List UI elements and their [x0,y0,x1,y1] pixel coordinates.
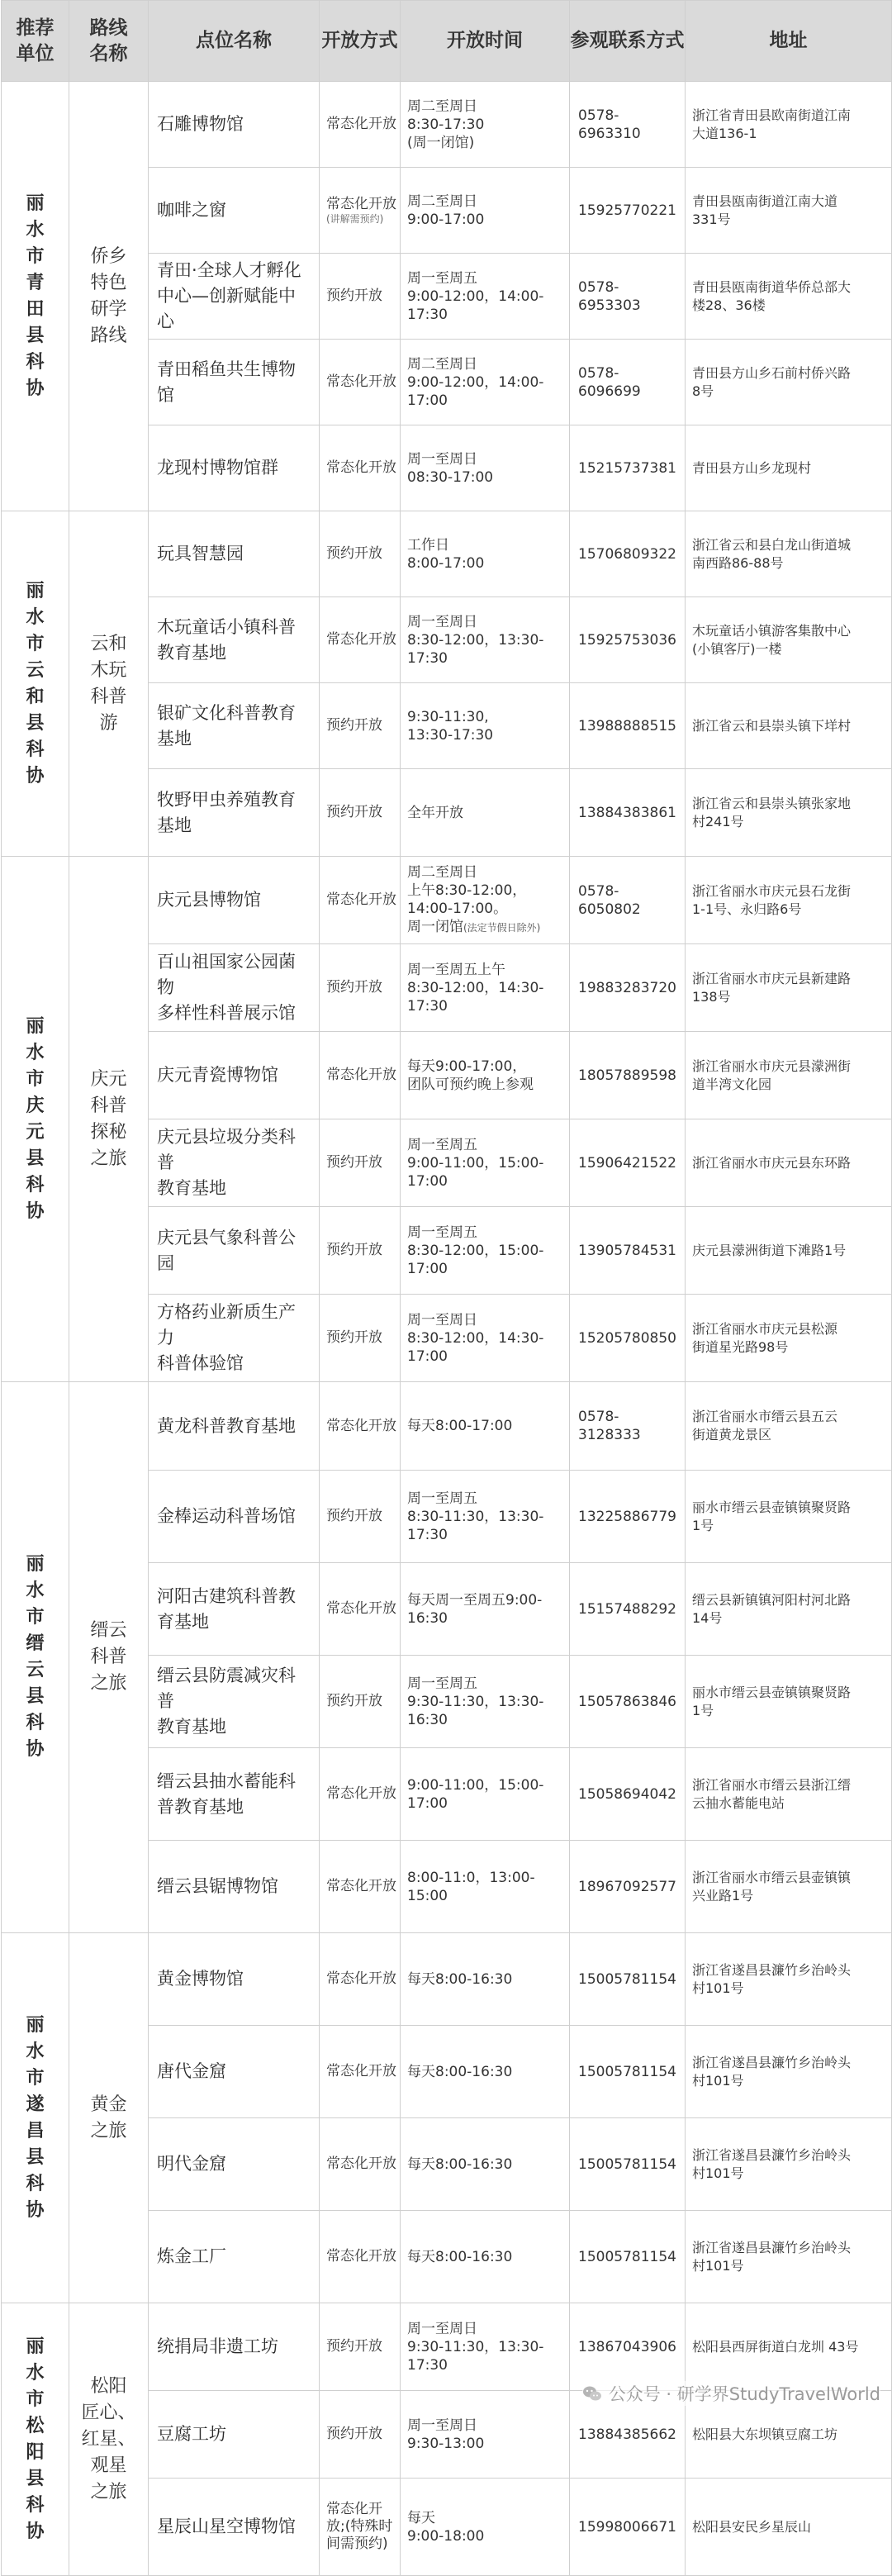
open-mode: 常态化开放 [326,2063,396,2079]
open-mode: 常态化开放 [326,631,396,648]
open-hours: 每天8:00-16:30 [407,2155,513,2173]
venue-name: 咖啡之窗 [157,200,226,220]
open-mode: 常态化开 放;(特殊时 间需预约) [326,2501,393,2552]
recommending-unit: 丽 水 市 遂 昌 县 科 协 [2,1933,69,2303]
address: 木玩童话小镇游客集散中心 (小镇客厅)一楼 [692,622,852,657]
contact-phone: 19883283720 [578,979,676,996]
address: 浙江省遂昌县濂竹乡治岭头 村101号 [692,2146,852,2181]
open-hours: 周一至周五 9:00-12:00，14:00-17:30 [407,269,544,323]
route-name: 黄金 之旅 [69,1933,149,2303]
open-mode-note: (讲解需预约) [326,212,384,225]
address: 浙江省丽水市庆元县东环路 [692,1154,852,1171]
address: 浙江省丽水市缙云县壶镇镇 兴业路1号 [692,1869,852,1903]
contact-phone: 0578-6963310 [578,107,641,142]
venue-name: 金棒运动科普场馆 [157,1506,296,1526]
contact-phone: 15215737381 [578,459,676,477]
header-unit: 推荐 单位 [2,1,69,82]
contact-phone: 15005781154 [578,2248,676,2265]
open-hours: 周一至周五 8:30-12:00，15:00-17:00 [407,1224,544,1277]
open-mode: 预约开放 [326,2338,382,2355]
contact-phone: 15906421522 [578,1154,676,1172]
address: 缙云县新镇镇河阳村河北路 14号 [692,1591,852,1626]
watermark-text: 公众号 · 研学界StudyTravelWorld [608,2384,880,2404]
open-mode: 常态化开放 [326,1600,396,1617]
venue-name: 庆元县气象科普公园 [157,1227,296,1273]
open-hours: 周一至周日 8:30-12:00，13:30-17:30 [407,613,544,667]
open-mode: 常态化开放 [326,195,396,212]
address: 松阳县安民乡星辰山 [692,2518,812,2535]
open-hours: 周一至周五 8:30-11:30，13:30-17:30 [407,1490,544,1543]
open-mode: 预约开放 [326,288,382,304]
venue-name: 豆腐工坊 [157,2424,226,2444]
venue-name: 缙云县锯博物馆 [157,1876,278,1896]
open-hours: 周二至周日 9:00-12:00，14:00-17:00 [407,355,544,409]
recommending-unit: 丽 水 市 松 阳 县 科 协 [2,2303,69,2576]
open-mode: 常态化开放 [326,1785,396,1802]
contact-phone: 15005781154 [578,2155,676,2173]
table-row [2,82,892,168]
open-hours: 9:00-11:00，15:00-17:00 [407,1776,544,1812]
open-hours: 每天周一至周五9:00-16:30 [407,1591,543,1627]
open-hours: 每天8:00-17:00 [407,1418,513,1434]
open-mode: 常态化开放 [326,116,396,132]
address: 浙江省云和县崇头镇张家地 村241号 [692,795,852,829]
open-mode: 预约开放 [326,2426,382,2442]
venue-name: 庆元青瓷博物馆 [157,1065,278,1085]
open-mode: 预约开放 [326,1693,382,1709]
contact-phone: 18967092577 [578,1878,676,1895]
open-hours: 每天8:00-16:30 [407,2248,513,2265]
open-hours: 周一至周五 9:00-11:00，15:00-17:00 [407,1136,544,1190]
venue-name: 玩具智慧园 [157,544,244,563]
open-mode: 常态化开放 [326,459,396,476]
open-mode: 常态化开放 [326,1067,396,1083]
contact-phone: 13988888515 [578,717,676,734]
open-hours: 每天 9:00-18:00 [407,2509,485,2545]
open-mode: 预约开放 [326,804,382,820]
venue-name: 缙云县抽水蓄能科 普教育基地 [157,1770,296,1817]
open-hours: 每天8:00-16:30 [407,2063,513,2080]
venue-name: 庆元县垃圾分类科普 教育基地 [157,1127,296,1198]
recommending-unit: 丽 水 市 庆 元 县 科 协 [2,857,69,1382]
header-mode: 开放方式 [320,1,401,82]
venue-name: 百山祖国家公园菌物 多样性科普展示馆 [157,952,296,1023]
open-hours: 周一至周日 08:30-17:00 [407,450,494,486]
venue-name: 统捐局非遗工坊 [157,2336,278,2356]
contact-phone: 13905784531 [578,1242,676,1259]
venue-name: 庆元县博物馆 [157,890,261,910]
open-hours: 9:30-11:30, 13:30-17:30 [407,708,494,744]
venue-name: 炼金工厂 [157,2246,226,2266]
open-hours: 周二至周日 上午8:30-12:00，14:00-17:00。 周一闭馆 [407,864,527,935]
open-hours: 工作日 8:00-17:00 [407,536,485,572]
contact-phone: 13884383861 [578,804,676,821]
open-hours: 每天8:00-16:30 [407,1970,513,1988]
recommending-unit: 丽 水 市 青 田 县 科 协 [2,82,69,511]
venue-name: 明代金窟 [157,2154,226,2174]
address: 浙江省丽水市庆元县石龙街 1-1号、永归路6号 [692,882,852,917]
contact-phone: 0578-6953303 [578,278,641,314]
contact-phone: 13225886779 [578,1508,676,1525]
contact-phone: 15925770221 [578,202,676,219]
venue-name: 牧野甲虫养殖教育 基地 [157,789,296,835]
contact-phone: 15205780850 [578,1329,676,1347]
open-mode: 预约开放 [326,1154,382,1171]
route-name: 缙云 科普 之旅 [69,1382,149,1933]
route-name: 云和 木玩 科普 游 [69,511,149,857]
contact-phone: 15706809322 [578,545,676,563]
venue-name: 缙云县防震减灾科普 教育基地 [157,1666,296,1737]
venue-name: 木玩童话小镇科普 教育基地 [157,616,296,663]
venue-name: 银矿文化科普教育 基地 [157,702,296,749]
open-hours: 全年开放 [407,804,463,821]
contact-phone: 15005781154 [578,2063,676,2080]
address: 浙江省遂昌县濂竹乡治岭头 村101号 [692,1961,852,1996]
address: 青田县瓯南街道江南大道 331号 [692,192,838,227]
table-row [2,511,892,597]
address: 丽水市缙云县壶镇镇聚贤路 1号 [692,1499,852,1533]
venue-name: 黄金博物馆 [157,1969,244,1989]
open-mode: 预约开放 [326,1242,382,1258]
table-row [2,1382,892,1471]
open-mode: 常态化开放 [326,1417,396,1434]
open-hours-note: (法定节假日除外) [463,922,541,934]
venue-name: 黄龙科普教育基地 [157,1415,296,1436]
address: 浙江省遂昌县濂竹乡治岭头 村101号 [692,2239,852,2274]
open-hours: 周一至周五 9:30-11:30，13:30-16:30 [407,1675,544,1728]
address: 浙江省丽水市缙云县浙江缙 云抽水蓄能电站 [692,1776,852,1811]
open-mode: 预约开放 [326,1329,382,1346]
venue-name: 石雕博物馆 [157,114,244,134]
address: 青田县瓯南街道华侨总部大 楼28、36楼 [692,278,852,313]
header-tel: 参观联系方式 [570,1,686,82]
address: 松阳县西屏街道白龙圳 43号 [692,2338,859,2355]
contact-phone: 15157488292 [578,1600,676,1618]
address: 浙江省青田县欧南街道江南 大道136-1 [692,107,852,141]
contact-phone: 13867043906 [578,2338,676,2355]
address: 浙江省丽水市庆元县松源 街道星光路98号 [692,1320,838,1355]
route-name: 庆元 科普 探秘 之旅 [69,857,149,1382]
recommending-unit: 丽 水 市 云 和 县 科 协 [2,511,69,857]
watermark [582,2381,880,2406]
route-name: 松阳 匠心、 红星、 观星 之旅 [69,2303,149,2576]
contact-phone: 0578-6096699 [578,364,641,400]
address: 青田县方山乡石前村侨兴路 8号 [692,364,852,399]
venue-name: 青田稻鱼共生博物馆 [157,359,296,405]
address: 庆元县濛洲街道下滩路1号 [692,1242,847,1258]
header-time: 开放时间 [401,1,570,82]
address: 青田县方山乡龙现村 [692,459,812,476]
venue-name: 方格药业新质生产力 科普体验馆 [157,1302,296,1373]
venue-name: 青田·全球人才孵化 中心—创新赋能中心 [157,260,301,331]
open-hours: 周一至周日 8:30-12:00，14:30-17:00 [407,1311,544,1365]
address: 松阳县大东坝镇豆腐工坊 [692,2426,838,2442]
open-mode: 预约开放 [326,1508,382,1524]
address: 浙江省云和县崇头镇下垟村 [692,717,852,734]
open-mode: 预约开放 [326,545,382,562]
address: 浙江省丽水市庆元县濛洲街 道半湾文化园 [692,1057,852,1092]
open-mode: 常态化开放 [326,2248,396,2265]
route-name: 侨乡 特色 研学 路线 [69,82,149,511]
open-mode: 预约开放 [326,717,382,734]
contact-phone: 0578-6050802 [578,882,641,918]
address: 浙江省丽水市缙云县五云 街道黄龙景区 [692,1409,838,1442]
address: 浙江省遂昌县濂竹乡治岭头 村101号 [692,2054,852,2089]
table-body [2,82,892,2576]
address: 浙江省云和县白龙山街道城 南西路86-88号 [692,536,852,571]
open-mode: 常态化开放 [326,891,396,908]
contact-phone: 0578-3128333 [578,1409,641,1443]
table-header-row [2,1,892,82]
open-hours: 周二至周日 9:00-17:00 [407,192,485,228]
science-venues-table [1,0,892,2576]
open-hours: 每天9:00-17:00， 团队可预约晚上参观 [407,1057,534,1093]
open-hours: 周一至周五上午 8:30-12:00，14:30-17:30 [407,961,544,1015]
venue-name: 唐代金窟 [157,2061,226,2081]
open-mode: 常态化开放 [326,1970,396,1987]
contact-phone: 18057889598 [578,1067,676,1084]
address: 丽水市缙云县壶镇镇聚贤路 1号 [692,1684,852,1718]
contact-phone: 15005781154 [578,1970,676,1988]
open-mode: 常态化开放 [326,373,396,390]
open-mode: 常态化开放 [326,2155,396,2172]
table-row [2,1933,892,2026]
open-mode: 常态化开放 [326,1878,396,1894]
open-hours: 周二至周日 8:30-17:30 (周一闭馆) [407,97,485,151]
recommending-unit: 丽 水 市 缙 云 县 科 协 [2,1382,69,1933]
header-name: 点位名称 [149,1,320,82]
address: 浙江省丽水市庆元县新建路 138号 [692,970,852,1005]
open-hours: 周一至周日 9:30-11:30，13:30-17:30 [407,2320,544,2374]
contact-phone: 15057863846 [578,1693,676,1710]
venue-name: 星辰山星空博物馆 [157,2517,296,2536]
open-hours: 周一至周日 9:30-13:00 [407,2417,485,2452]
table-row [2,2303,892,2391]
header-addr: 地址 [686,1,892,82]
header-route: 路线 名称 [69,1,149,82]
open-hours: 8:00-11:0，13:00-15:00 [407,1869,535,1904]
contact-phone: 15998006671 [578,2518,676,2536]
venue-name: 河阳古建筑科普教 育基地 [157,1585,296,1632]
table-row [2,857,892,944]
wechat-icon [582,2384,602,2403]
venue-name: 龙现村博物馆群 [157,458,278,478]
contact-phone: 15925753036 [578,631,676,649]
contact-phone: 13884385662 [578,2426,676,2443]
open-mode: 预约开放 [326,979,382,996]
contact-phone: 15058694042 [578,1785,676,1803]
